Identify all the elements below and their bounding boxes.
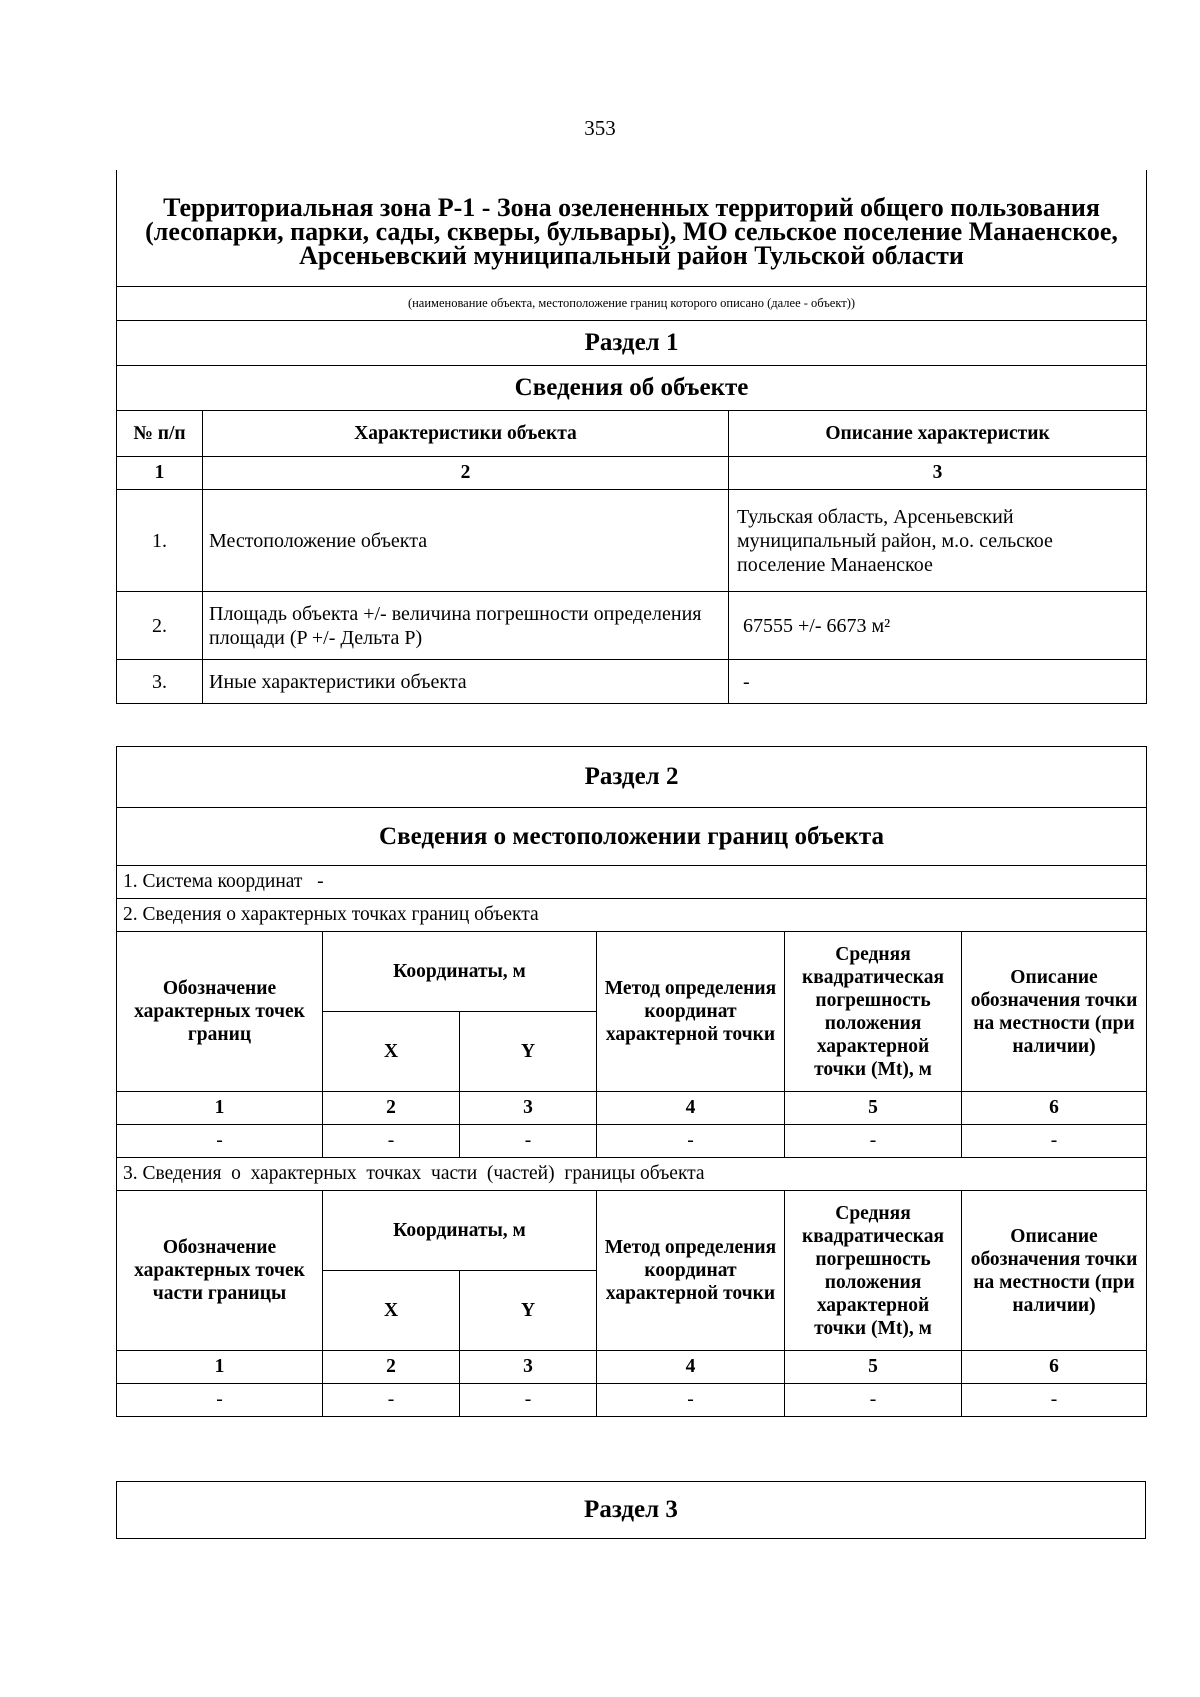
col-number: 2 <box>323 1351 460 1384</box>
col-number: 3 <box>460 1351 597 1384</box>
row-description: Тульская область, Арсеньевский муниципальный район, м.о. сельское поселение Манаенское <box>729 490 1147 592</box>
row-number: 3. <box>117 660 203 704</box>
col-y: Y <box>460 1271 597 1351</box>
section3-table <box>116 1481 1146 1539</box>
table-row <box>117 490 1147 592</box>
col-y: Y <box>460 1012 597 1092</box>
table-row <box>117 1384 1147 1417</box>
col-number: 1 <box>117 1092 323 1125</box>
row-description: 67555 +/- 6673 м² <box>729 592 1147 660</box>
row-number: 2. <box>117 592 203 660</box>
section2-subheading: Сведения о местоположении границ объекта <box>117 808 1147 866</box>
col-error: Средняя квадратическая погрешность положения характерной точки (Mt), м <box>785 1191 962 1351</box>
col-number: 1 <box>117 1351 323 1384</box>
col-number: 5 <box>785 1092 962 1125</box>
col-method: Метод определения координат характерной точки <box>597 1191 785 1351</box>
section3-heading: Раздел 3 <box>117 1482 1146 1539</box>
col-number: 2 <box>323 1092 460 1125</box>
col-header-characteristic: Характеристики объекта <box>203 411 729 457</box>
row-description: - <box>729 660 1147 704</box>
col-number: 3 <box>460 1092 597 1125</box>
col-header-description: Описание характеристик <box>729 411 1147 457</box>
cell: - <box>785 1384 962 1417</box>
col-point-description: Описание обозначения точки на местности (при наличии) <box>962 932 1147 1092</box>
cell: - <box>962 1384 1147 1417</box>
col-number: 1 <box>117 457 203 490</box>
cell: - <box>460 1125 597 1158</box>
points-title: 2. Сведения о характерных точках границ объекта <box>117 899 1147 932</box>
col-number: 3 <box>729 457 1147 490</box>
coord-system: 1. Система координат - <box>117 866 1147 899</box>
col-point-description: Описание обозначения точки на местности (при наличии) <box>962 1191 1147 1351</box>
cell: - <box>117 1125 323 1158</box>
section1-subheading: Сведения об объекте <box>117 366 1147 411</box>
col-number: 4 <box>597 1092 785 1125</box>
row-number: 1. <box>117 490 203 592</box>
col-number: 4 <box>597 1351 785 1384</box>
col-coordinates: Координаты, м <box>323 932 597 1012</box>
col-error: Средняя квадратическая погрешность положения характерной точки (Mt), м <box>785 932 962 1092</box>
cell: - <box>785 1125 962 1158</box>
zone-title: Территориальная зона Р-1 - Зона озелененных территорий общего пользования (лесопарки, парки, сады, скверы, бульвары), МО сельское поселение Манаенское, Арсеньевский муниципальный район Тульской области <box>117 170 1147 287</box>
cell: - <box>962 1125 1147 1158</box>
col-point-label: Обозначение характерных точек границ <box>117 932 323 1092</box>
boundaries-table <box>116 746 1147 1417</box>
col-number: 6 <box>962 1092 1147 1125</box>
section1-heading: Раздел 1 <box>117 321 1147 366</box>
col-number: 6 <box>962 1351 1147 1384</box>
col-number: 2 <box>203 457 729 490</box>
row-characteristic: Местоположение объекта <box>203 490 729 592</box>
cell: - <box>323 1125 460 1158</box>
table-row <box>117 592 1147 660</box>
cell: - <box>323 1384 460 1417</box>
row-characteristic: Иные характеристики объекта <box>203 660 729 704</box>
col-header-number: № п/п <box>117 411 203 457</box>
table-row <box>117 660 1147 704</box>
page-number: 353 <box>584 116 616 140</box>
col-coordinates: Координаты, м <box>323 1191 597 1271</box>
cell: - <box>597 1125 785 1158</box>
row-characteristic: Площадь объекта +/- величина погрешности определения площади (P +/- Дельта P) <box>203 592 729 660</box>
object-note: (наименование объекта, местоположение границ которого описано (далее - объект)) <box>117 287 1147 321</box>
table-row <box>117 1125 1147 1158</box>
col-x: X <box>323 1012 460 1092</box>
col-number: 5 <box>785 1351 962 1384</box>
section2-heading: Раздел 2 <box>117 747 1147 808</box>
parts-title: 3. Сведения о характерных точках части (частей) границы объекта <box>117 1158 1147 1191</box>
col-x: X <box>323 1271 460 1351</box>
cell: - <box>117 1384 323 1417</box>
cell: - <box>597 1384 785 1417</box>
col-method: Метод определения координат характерной точки <box>597 932 785 1092</box>
col-part-point-label: Обозначение характерных точек части границы <box>117 1191 323 1351</box>
object-info-table <box>116 170 1147 704</box>
cell: - <box>460 1384 597 1417</box>
